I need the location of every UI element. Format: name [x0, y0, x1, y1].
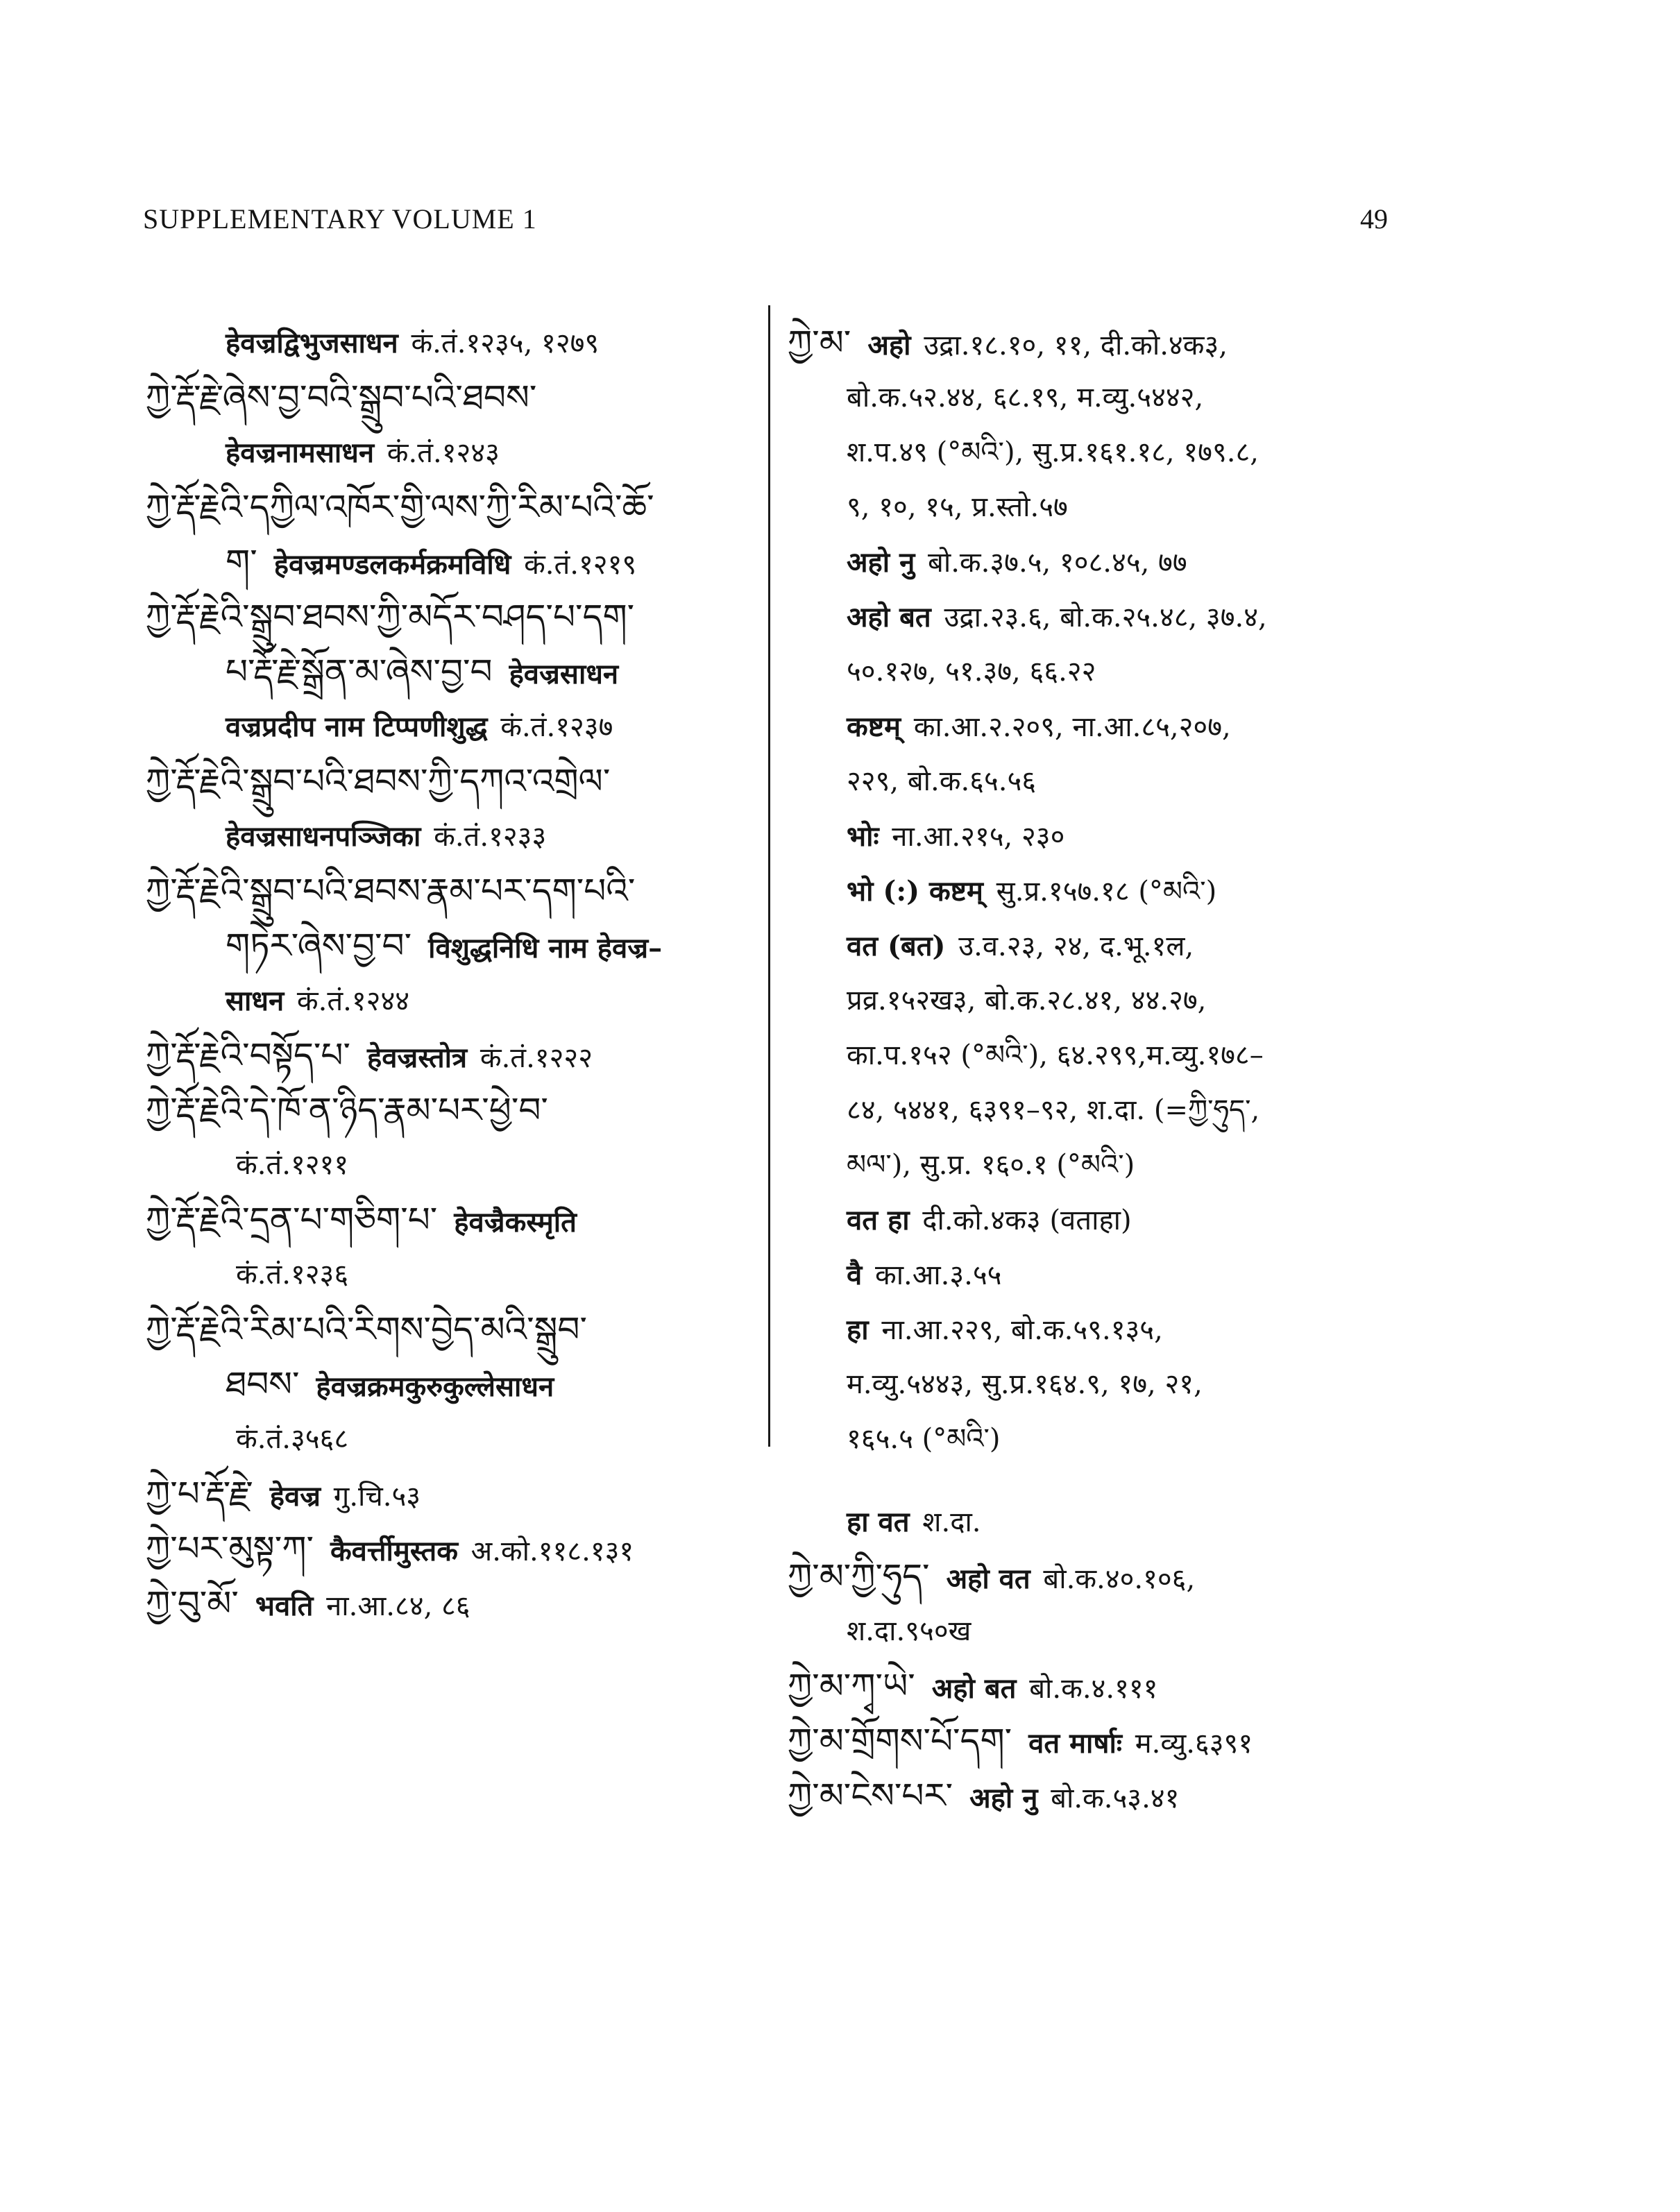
tibetan-headword: ཀྱེ་མ་ཀྭ་ཡེ་ [788, 1666, 915, 1706]
entry-line [146, 1193, 756, 1248]
entry-line [788, 699, 1412, 754]
reference: श.प.४९ (°མའི་), सु.प्र.१६१.१८, १७९.८, [847, 436, 1259, 468]
sanskrit-term: हेवज्रसाधनपञ्जिका [226, 820, 421, 853]
entry-line [146, 973, 756, 1028]
reference: कं.तं.१२३३ [434, 821, 547, 853]
entry-line [146, 919, 756, 973]
sanskrit-term: हेवज्र [269, 1480, 321, 1513]
sanskrit-term: हेवज्रक्रमकुरुकुल्लेसाधन [316, 1370, 554, 1403]
sanskrit-term: वत मार्षाः [1028, 1727, 1122, 1760]
sanskrit-term: हेवज्रमण्डलकर्मक्रमविधि [273, 548, 511, 581]
entry-line [788, 535, 1412, 590]
reference: श.दा.९५०ख [847, 1615, 971, 1647]
entry-line [788, 864, 1412, 919]
reference: श.दा. [922, 1506, 981, 1538]
reference: म.व्यु.५४४३, सु.प्र.१६४.९, १७, २१, [847, 1368, 1203, 1400]
reference: कं.तं.१२४३ [387, 437, 500, 469]
page-number: 49 [1360, 203, 1388, 235]
column-divider [768, 305, 770, 1447]
entry-line [788, 1659, 1412, 1714]
entry-line [788, 919, 1412, 973]
entry-line [146, 1302, 756, 1357]
reference: कं.तं.१२३५, १२७९ [411, 327, 600, 359]
entry-line [146, 645, 756, 699]
reference: ना.आ.८४, ८६ [326, 1590, 470, 1622]
entry-line [146, 425, 756, 480]
reference: कं.तं.१२३७ [500, 711, 613, 743]
tibetan-headword: ཀྱེ་རྡོ་རྗེ་ཞེས་བྱ་བའི་སྒྲུབ་པའི་ཐབས་ [146, 377, 537, 418]
tibetan-headword: ཀྱེ་པར་མུསྟ་ཀ་ [146, 1529, 314, 1569]
reference: म.व्यु.६३९१ [1135, 1728, 1253, 1760]
entry-line [788, 1028, 1412, 1083]
reference: ९, १०, १५, प्र.स्तो.५७ [847, 491, 1068, 523]
entry-line [788, 1193, 1412, 1248]
entry-line [788, 590, 1412, 645]
sanskrit-term: हेवज्रैकस्मृति [454, 1206, 577, 1239]
reference: गु.चि.५३ [333, 1481, 421, 1513]
reference: बो.क.५२.४४, ६८.१९, म.व्यु.५४४२, [847, 382, 1204, 414]
reference: कं.तं.३५६८ [236, 1423, 349, 1455]
tibetan-headword: ཀྱེ་མ་གྲོགས་པོ་དག་ [788, 1721, 1012, 1761]
sanskrit-term: कैवर्त्तीमुस्तक [330, 1535, 458, 1567]
tibetan-headword: ཀྱེ་རྡོ་རྗེའི་དཀྱིལ་འཁོར་གྱི་ལས་ཀྱི་རིམ་པའི་ཆོ་ [146, 487, 654, 527]
running-head: SUPPLEMENTARY VOLUME 1 [143, 203, 537, 235]
reference: कं.तं.१२१९ [524, 549, 637, 581]
tibetan-headword: ཀྱེ་བུ་མོ་ [146, 1583, 239, 1624]
entry-line [788, 1769, 1412, 1823]
entry-line [788, 425, 1412, 480]
entry-line [788, 1083, 1412, 1138]
sanskrit-term: भोः [847, 820, 879, 853]
sanskrit-term: अहो नु [969, 1782, 1038, 1814]
sanskrit-term: अहो बत [931, 1672, 1017, 1705]
reference: कं.तं.१२११ [236, 1149, 349, 1181]
entry-line [788, 1248, 1412, 1302]
sanskrit-term: कष्टम् [847, 711, 901, 743]
tibetan-headword: ཀྱེ་རྡོ་རྗེའི་དེ་ཁོ་ན་ཉིད་རྣམ་པར་ཕྱེ་བ་ [146, 1090, 548, 1130]
entry-line [146, 1576, 756, 1631]
reference: १६५.५ (°མའི་) [847, 1423, 1001, 1455]
tibetan-headword: ཀྱེ་རྡོ་རྗེའི་སྒྲུབ་ཐབས་ཀྱི་མདོར་བཤད་པ་དག་ [146, 597, 635, 637]
tibetan-headword: ཀྱེ་རྡོ་རྗེའི་བསྟོད་པ་ [146, 1035, 350, 1075]
entry-line [788, 316, 1412, 371]
entry-line [146, 1522, 756, 1576]
entry-line [146, 1138, 756, 1193]
entry-line [146, 535, 756, 590]
entry-line [788, 973, 1412, 1028]
sanskrit-term: वज्रप्रदीप नाम टिप्पणीशुद्ध [226, 711, 488, 743]
sanskrit-term: साधन [226, 985, 285, 1017]
entry-line [788, 1302, 1412, 1357]
entry-line [788, 1604, 1412, 1659]
reference: अ.को.११८.१३१ [470, 1535, 634, 1567]
entry-line [788, 1549, 1412, 1604]
reference: का.आ.२.२०९, ना.आ.८५,२०७, [913, 711, 1231, 743]
sanskrit-term: अहो नु [847, 546, 915, 579]
sanskrit-term: भवति [255, 1590, 314, 1622]
sanskrit-term: अहो [867, 329, 911, 361]
entry-line [146, 1248, 756, 1302]
sanskrit-term: हा वत [847, 1506, 910, 1538]
reference: ना.आ.२१५, २३० [892, 821, 1065, 853]
reference: दी.को.४क३ (वताहा) [922, 1205, 1132, 1236]
entry-line [146, 1412, 756, 1467]
sanskrit-term: वत (बत) [847, 930, 946, 962]
entry-line [146, 316, 756, 371]
entry-line [788, 1495, 1412, 1549]
entry-line [788, 1138, 1412, 1193]
reference: बो.क.४०.१०६, [1043, 1563, 1196, 1595]
reference: उद्रा.१८.१०, ११, दी.को.४क३, [924, 330, 1228, 361]
sanskrit-term: अहो वत [946, 1563, 1030, 1595]
entry-line [788, 1357, 1412, 1412]
tibetan-headword: ཀྱེ་མ་ཀྱི་ཧུད་ [788, 1556, 930, 1597]
entry-line [146, 864, 756, 919]
entry-line [146, 809, 756, 864]
entry-line [146, 1357, 756, 1412]
entry-line [146, 480, 756, 535]
entry-line [146, 1083, 756, 1138]
sanskrit-term: अहो बत [847, 601, 931, 633]
reference: बो.क.५३.४१ [1051, 1783, 1180, 1814]
reference: ५०.१२७, ५१.३७, ६६.२२ [847, 656, 1096, 688]
reference: कं.तं.१२३६ [236, 1259, 349, 1291]
sanskrit-term: हेवज्रनामसाधन [226, 436, 375, 469]
left-column [146, 316, 756, 1631]
sanskrit-term: वै [847, 1259, 863, 1291]
reference: बो.क.३७.५, १०८.४५, ७७ [928, 547, 1187, 579]
entry-line [146, 1028, 756, 1083]
reference: ८४, ५४४१, ६३९१–९२, श.दा. (=ཀྱི་ཧུད་, [847, 1094, 1260, 1126]
tibetan-headword: ཐབས་ [226, 1364, 300, 1404]
right-column [788, 316, 1412, 1823]
reference: का.प.१५२ (°མའི་), ६४.२९९,म.व्यु.१७८– [847, 1039, 1264, 1071]
reference: उद्रा.२३.६, बो.क.२५.४८, ३७.४, [944, 602, 1267, 633]
entry-line [788, 645, 1412, 699]
reference: बो.क.४.१११ [1029, 1673, 1158, 1705]
entry-line [146, 371, 756, 425]
tibetan-headword: གཏེར་ཞེས་བྱ་བ་ [226, 926, 412, 966]
tibetan-headword: ཀྱེ་རྡོ་རྗེའི་དྲན་པ་གཅིག་པ་ [146, 1200, 438, 1240]
reference: ना.आ.२२९, बो.क.५९.१३५, [881, 1314, 1163, 1346]
tibetan-headword: ཀྱེ་རྡོ་རྗེའི་སྒྲུབ་པའི་ཐབས་ཀྱི་དཀའ་འགྲེལ་ [146, 761, 611, 801]
reference: कं.तं.१२४४ [296, 985, 410, 1017]
sanskrit-term: वत हा [847, 1204, 910, 1236]
sanskrit-term: हेवज्रद्विभुजसाधन [226, 327, 398, 359]
entry-line [788, 809, 1412, 864]
reference: का.आ.३.५५ [874, 1259, 1002, 1291]
entry-line [788, 371, 1412, 425]
tibetan-headword: ཀྱེ་རྡོ་རྗེའི་རིམ་པའི་རིགས་བྱེད་མའི་སྒྲུབ་ [146, 1309, 587, 1350]
blank-line [788, 1467, 1412, 1495]
sanskrit-term: विशुद्धनिधि नाम हेवज्र– [428, 932, 663, 964]
reference: सु.प्र.१५७.१८ (°མའི་) [996, 876, 1217, 908]
entry-line [146, 590, 756, 645]
sanskrit-term: हा [847, 1313, 869, 1346]
tibetan-headword: ཀྱེ་མ་ [788, 323, 851, 363]
entry-line [146, 699, 756, 754]
entry-line [788, 1714, 1412, 1769]
entry-line [146, 754, 756, 809]
entry-line [788, 1412, 1412, 1467]
entry-line [788, 480, 1412, 535]
tibetan-headword: པ་རྡོ་རྗེ་སྒྲོན་མ་ཞེས་བྱ་བ [226, 652, 493, 692]
reference: कं.तं.१२२२ [480, 1042, 593, 1074]
tibetan-headword: ག་ [226, 542, 257, 582]
reference: प्रव्र.१५२ख३, बो.क.२८.४१, ४४.२७, [847, 985, 1207, 1016]
reference: उ.व.२३, २४, द.भू.१ल, [958, 930, 1194, 962]
tibetan-headword: ཀྱེ་རྡོ་རྗེའི་སྒྲུབ་པའི་ཐབས་རྣམ་པར་དག་པའི་ [146, 871, 636, 911]
tibetan-headword: ཀྱེ་མ་ངེས་པར་ [788, 1776, 953, 1816]
entry-line [788, 754, 1412, 809]
entry-line [146, 1467, 756, 1522]
tibetan-headword: ཀྱེ་པ་རྡོ་རྗེ་ [146, 1474, 253, 1514]
sanskrit-term: भो (:) कष्टम् [847, 875, 983, 908]
sanskrit-term: हेवज्रस्तोत्र [366, 1041, 468, 1074]
reference: མལ་), सु.प्र. १६०.१ (°མའི་) [847, 1149, 1135, 1181]
sanskrit-term: हेवज्रसाधन [509, 658, 619, 690]
reference: २२९, बो.क.६५.५६ [847, 765, 1037, 797]
